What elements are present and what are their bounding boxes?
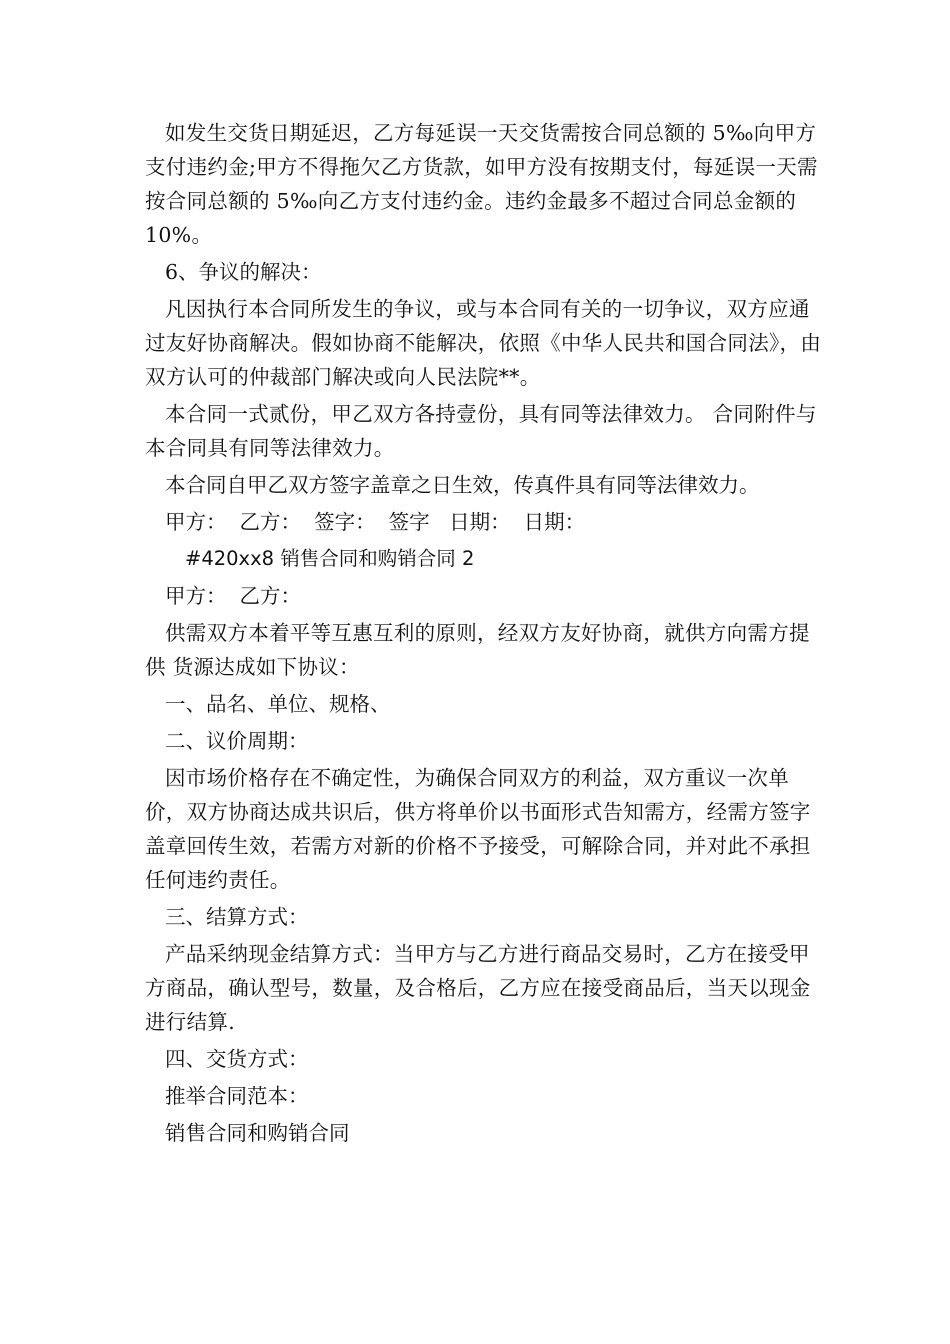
agreement-intro-paragraph: 供需双方本着平等互惠互利的原则，经双方友好协商，就供方向需方提供 货源达成如下协议：	[145, 621, 810, 679]
effective-paragraph: 本合同自甲乙双方签字盖章之日生效，传真件具有同等法律效力。	[165, 473, 760, 497]
pricing-paragraph: 因市场价格存在不确定性，为确保合同双方的利益，双方重议一次单价，双方协商达成共识后，供方将单价以书面形式告知需方，经需方签字盖章回传生效，若需方对新的价格不予接受，可解除合同，并对此不承担任何违约责任。	[145, 766, 811, 892]
dispute-paragraph: 凡因执行本合同所发生的争议，或与本合同有关的一切争议，双方应通过友好协商解决。假如协商不能解决，依照《中华人民共和国合同法》，由双方认可的仲裁部门解决或向人民法院**。	[145, 297, 822, 389]
section-3-heading: 三、结算方式：	[165, 905, 309, 929]
copies-paragraph: 本合同一式贰份，甲乙双方各持壹份，具有同等法律效力。 合同附件与本合同具有同等法律效力。	[145, 402, 817, 460]
late-delivery-paragraph: 如发生交货日期延迟，乙方每延误一天交货需按合同总额的 5‰向甲方支付违约金;甲方不得拖欠乙方货款，如甲方没有按期支付，每延误一天需按合同总额的 5‰向乙方支付违约金。违约金最多不超过合同总金额的 10%。	[145, 121, 818, 247]
recommended-link[interactable]: 销售合同和购销合同	[165, 1121, 350, 1145]
section-1-heading: 一、品名、单位、规格、	[165, 692, 391, 716]
contract-title: #420xx8 销售合同和购销合同 2	[185, 547, 475, 570]
document-body	[145, 116, 825, 1150]
section-4-heading: 四、交货方式：	[165, 1047, 309, 1071]
dispute-heading: 6、争议的解决：	[165, 260, 322, 284]
parties-line: 甲方： 乙方：	[165, 584, 302, 608]
signature-line: 甲方： 乙方： 签字： 签字 日期： 日期：	[165, 510, 586, 534]
settlement-paragraph: 产品采纳现金结算方式：当甲方与乙方进行商品交易时，乙方在接受甲方商品，确认型号，数量，及合格后，乙方应在接受商品后，当天以现金进行结算.	[145, 942, 811, 1034]
recommended-label: 推举合同范本：	[165, 1084, 309, 1108]
section-2-heading: 二、议价周期：	[165, 729, 309, 753]
